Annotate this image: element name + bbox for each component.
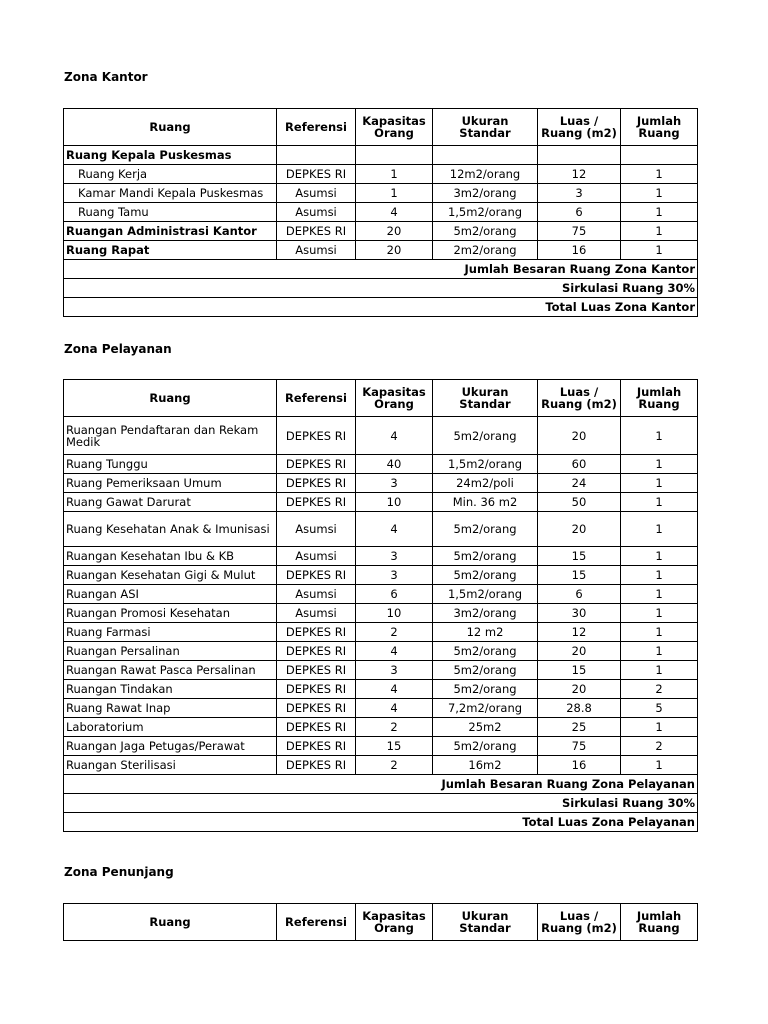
cell-ruang: Laboratorium — [64, 718, 277, 737]
header-referensi: Referensi — [277, 380, 356, 417]
cell-ukuran: 5m2/orang — [433, 680, 538, 699]
cell-ukuran: 1,5m2/orang — [433, 455, 538, 474]
cell-jumlah: 1 — [621, 222, 698, 241]
cell-ukuran: 5m2/orang — [433, 512, 538, 547]
cell-kapasitas: 2 — [356, 756, 433, 775]
cell-kapasitas: 3 — [356, 661, 433, 680]
cell-kapasitas: 4 — [356, 203, 433, 222]
cell-ukuran: 5m2/orang — [433, 737, 538, 756]
header-ruang: Ruang — [64, 380, 277, 417]
cell-luas: 20 — [538, 512, 621, 547]
table-row — [64, 547, 698, 566]
cell-kapasitas: 4 — [356, 512, 433, 547]
header-luas: Luas / Ruang (m2) — [538, 109, 621, 146]
cell-luas: 75 — [538, 222, 621, 241]
cell-ukuran: 24m2/poli — [433, 474, 538, 493]
zona-penunjang-table — [63, 903, 698, 941]
group-label: Ruang Kepala Puskesmas — [64, 146, 277, 165]
table-row — [64, 241, 698, 260]
cell-ukuran: 5m2/orang — [433, 661, 538, 680]
cell-referensi: DEPKES RI — [277, 493, 356, 512]
cell-luas: 15 — [538, 661, 621, 680]
cell-jumlah: 1 — [621, 417, 698, 455]
header-luas: Luas / Ruang (m2) — [538, 904, 621, 941]
header-referensi: Referensi — [277, 109, 356, 146]
jumlah-besaran-label: Jumlah Besaran Ruang Zona Pelayanan — [64, 775, 698, 794]
cell-ukuran: 5m2/orang — [433, 417, 538, 455]
cell-ukuran: Min. 36 m2 — [433, 493, 538, 512]
cell-ukuran: 2m2/orang — [433, 241, 538, 260]
summary-row — [64, 298, 698, 317]
cell-ukuran: 1,5m2/orang — [433, 203, 538, 222]
zona-kantor-table — [63, 108, 698, 317]
total-luas-label: Total Luas Zona Kantor — [64, 298, 698, 317]
cell-luas: 50 — [538, 493, 621, 512]
cell-luas: 12 — [538, 165, 621, 184]
cell-ruang: Ruangan Persalinan — [64, 642, 277, 661]
cell-luas: 6 — [538, 203, 621, 222]
cell-jumlah: 1 — [621, 474, 698, 493]
cell-ukuran: 25m2 — [433, 718, 538, 737]
cell-kapasitas: 40 — [356, 455, 433, 474]
header-jumlah: Jumlah Ruang — [621, 380, 698, 417]
cell-referensi: DEPKES RI — [277, 222, 356, 241]
cell-jumlah: 1 — [621, 566, 698, 585]
cell-referensi: DEPKES RI — [277, 642, 356, 661]
header-ukuran: Ukuran Standar — [433, 109, 538, 146]
cell-kapasitas: 3 — [356, 566, 433, 585]
zona-kantor-title: Zona Kantor — [64, 70, 148, 84]
cell-ukuran: 1,5m2/orang — [433, 585, 538, 604]
cell-ruang: Ruang Farmasi — [64, 623, 277, 642]
table-row — [64, 756, 698, 775]
cell-ukuran: 3m2/orang — [433, 184, 538, 203]
cell-ruang: Ruang Kerja — [64, 165, 277, 184]
cell-jumlah: 1 — [621, 661, 698, 680]
table-row — [64, 184, 698, 203]
cell-luas: 16 — [538, 241, 621, 260]
cell-luas: 15 — [538, 547, 621, 566]
header-luas: Luas / Ruang (m2) — [538, 380, 621, 417]
table-row — [64, 146, 698, 165]
header-kapasitas: Kapasitas Orang — [356, 380, 433, 417]
table-row — [64, 417, 698, 455]
cell-ukuran: 16m2 — [433, 756, 538, 775]
cell-ruang: Ruang Gawat Darurat — [64, 493, 277, 512]
cell-ruang: Ruangan Kesehatan Ibu & KB — [64, 547, 277, 566]
cell-jumlah: 1 — [621, 165, 698, 184]
table-row — [64, 585, 698, 604]
sirkulasi-label: Sirkulasi Ruang 30% — [64, 794, 698, 813]
table-row — [64, 699, 698, 718]
cell-kapasitas: 6 — [356, 585, 433, 604]
cell-kapasitas: 4 — [356, 680, 433, 699]
cell-jumlah: 1 — [621, 604, 698, 623]
header-ukuran: Ukuran Standar — [433, 904, 538, 941]
cell-luas: 20 — [538, 417, 621, 455]
cell-referensi: DEPKES RI — [277, 417, 356, 455]
cell-kapasitas: 4 — [356, 417, 433, 455]
header-jumlah: Jumlah Ruang — [621, 109, 698, 146]
cell-kapasitas: 1 — [356, 165, 433, 184]
cell-referensi: Asumsi — [277, 547, 356, 566]
cell-jumlah: 1 — [621, 756, 698, 775]
zona-pelayanan-table — [63, 379, 698, 832]
cell-luas: 16 — [538, 756, 621, 775]
cell-kapasitas: 4 — [356, 642, 433, 661]
cell-jumlah: 1 — [621, 241, 698, 260]
cell-kapasitas: 10 — [356, 493, 433, 512]
cell-jumlah: 1 — [621, 642, 698, 661]
cell-referensi: Asumsi — [277, 203, 356, 222]
cell-referensi: Asumsi — [277, 604, 356, 623]
cell-ruang: Ruangan Kesehatan Gigi & Mulut — [64, 566, 277, 585]
cell-kapasitas: 15 — [356, 737, 433, 756]
cell-ukuran: 7,2m2/orang — [433, 699, 538, 718]
table-row — [64, 661, 698, 680]
cell-ruang: Ruang Pemeriksaan Umum — [64, 474, 277, 493]
cell-referensi: Asumsi — [277, 512, 356, 547]
table-row — [64, 642, 698, 661]
cell-jumlah: 1 — [621, 184, 698, 203]
summary-row — [64, 813, 698, 832]
cell-referensi: DEPKES RI — [277, 756, 356, 775]
cell-referensi: Asumsi — [277, 241, 356, 260]
cell-ukuran: 12m2/orang — [433, 165, 538, 184]
summary-row — [64, 775, 698, 794]
cell-jumlah: 1 — [621, 203, 698, 222]
cell-jumlah: 5 — [621, 699, 698, 718]
cell-ruang: Ruangan Promosi Kesehatan — [64, 604, 277, 623]
table-row — [64, 680, 698, 699]
cell-jumlah: 2 — [621, 737, 698, 756]
cell-ruang: Ruangan ASI — [64, 585, 277, 604]
cell-luas: 6 — [538, 585, 621, 604]
cell-jumlah: 1 — [621, 455, 698, 474]
cell-jumlah: 1 — [621, 512, 698, 547]
cell-referensi: DEPKES RI — [277, 718, 356, 737]
summary-row — [64, 794, 698, 813]
cell-ruang: Ruang Rapat — [64, 241, 277, 260]
table-row — [64, 474, 698, 493]
cell-ukuran: 3m2/orang — [433, 604, 538, 623]
cell-luas: 20 — [538, 642, 621, 661]
cell-ruang: Ruang Kesehatan Anak & Imunisasi — [64, 512, 277, 547]
cell-luas: 3 — [538, 184, 621, 203]
cell-referensi: Asumsi — [277, 585, 356, 604]
cell-kapasitas: 20 — [356, 241, 433, 260]
cell-ukuran: 5m2/orang — [433, 547, 538, 566]
sirkulasi-label: Sirkulasi Ruang 30% — [64, 279, 698, 298]
cell-referensi: DEPKES RI — [277, 566, 356, 585]
cell-ruang: Ruangan Administrasi Kantor — [64, 222, 277, 241]
cell-jumlah: 1 — [621, 493, 698, 512]
header-referensi: Referensi — [277, 904, 356, 941]
total-luas-label: Total Luas Zona Pelayanan — [64, 813, 698, 832]
cell-jumlah: 1 — [621, 585, 698, 604]
cell-kapasitas: 4 — [356, 699, 433, 718]
cell-ruang: Ruangan Sterilisasi — [64, 756, 277, 775]
cell-ukuran: 12 m2 — [433, 623, 538, 642]
cell-luas: 30 — [538, 604, 621, 623]
cell-luas: 15 — [538, 566, 621, 585]
cell-ruang: Ruang Tamu — [64, 203, 277, 222]
cell-referensi: DEPKES RI — [277, 455, 356, 474]
table-row — [64, 737, 698, 756]
table-row — [64, 623, 698, 642]
cell-jumlah: 2 — [621, 680, 698, 699]
cell-luas: 28.8 — [538, 699, 621, 718]
cell-referensi: DEPKES RI — [277, 699, 356, 718]
table-row — [64, 604, 698, 623]
cell-ukuran: 5m2/orang — [433, 222, 538, 241]
cell-kapasitas: 10 — [356, 604, 433, 623]
cell-ruang: Ruangan Jaga Petugas/Perawat — [64, 737, 277, 756]
cell-luas: 24 — [538, 474, 621, 493]
cell-kapasitas: 1 — [356, 184, 433, 203]
cell-referensi: DEPKES RI — [277, 680, 356, 699]
cell-luas: 12 — [538, 623, 621, 642]
cell-ruang: Ruangan Pendaftaran dan Rekam Medik — [64, 417, 277, 455]
cell-referensi: DEPKES RI — [277, 474, 356, 493]
cell-luas: 20 — [538, 680, 621, 699]
table-row — [64, 566, 698, 585]
cell-kapasitas: 3 — [356, 474, 433, 493]
cell-ruang: Ruang Rawat Inap — [64, 699, 277, 718]
cell-jumlah: 1 — [621, 623, 698, 642]
cell-kapasitas: 20 — [356, 222, 433, 241]
cell-ruang: Kamar Mandi Kepala Puskesmas — [64, 184, 277, 203]
header-ruang: Ruang — [64, 904, 277, 941]
jumlah-besaran-label: Jumlah Besaran Ruang Zona Kantor — [64, 260, 698, 279]
cell-referensi: DEPKES RI — [277, 165, 356, 184]
cell-jumlah: 1 — [621, 718, 698, 737]
header-kapasitas: Kapasitas Orang — [356, 109, 433, 146]
table-row — [64, 165, 698, 184]
header-ukuran: Ukuran Standar — [433, 380, 538, 417]
cell-ruang: Ruangan Rawat Pasca Persalinan — [64, 661, 277, 680]
summary-row — [64, 279, 698, 298]
cell-kapasitas: 2 — [356, 623, 433, 642]
table-row — [64, 222, 698, 241]
cell-luas: 75 — [538, 737, 621, 756]
table-row — [64, 203, 698, 222]
header-ruang: Ruang — [64, 109, 277, 146]
cell-luas: 60 — [538, 455, 621, 474]
zona-penunjang-title: Zona Penunjang — [64, 865, 174, 879]
summary-row — [64, 260, 698, 279]
cell-ukuran: 5m2/orang — [433, 566, 538, 585]
table-row — [64, 493, 698, 512]
zona-pelayanan-title: Zona Pelayanan — [64, 342, 172, 356]
header-jumlah: Jumlah Ruang — [621, 904, 698, 941]
cell-referensi: Asumsi — [277, 184, 356, 203]
cell-referensi: DEPKES RI — [277, 661, 356, 680]
cell-kapasitas: 2 — [356, 718, 433, 737]
cell-referensi: DEPKES RI — [277, 737, 356, 756]
cell-jumlah: 1 — [621, 547, 698, 566]
cell-luas: 25 — [538, 718, 621, 737]
cell-referensi: DEPKES RI — [277, 623, 356, 642]
table-row — [64, 718, 698, 737]
table-row — [64, 512, 698, 547]
cell-kapasitas: 3 — [356, 547, 433, 566]
cell-ukuran: 5m2/orang — [433, 642, 538, 661]
cell-ruang: Ruangan Tindakan — [64, 680, 277, 699]
cell-ruang: Ruang Tunggu — [64, 455, 277, 474]
table-row — [64, 455, 698, 474]
header-kapasitas: Kapasitas Orang — [356, 904, 433, 941]
